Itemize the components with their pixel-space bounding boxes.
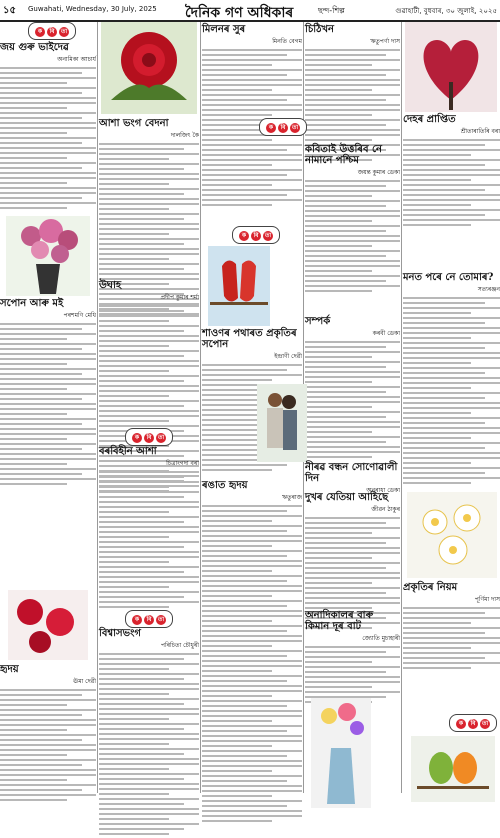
poem-title: উঘাহ bbox=[99, 280, 122, 291]
poem-author: ঋতুৰাজ bbox=[282, 494, 302, 501]
poem-author: পৰশমণি মেধি bbox=[63, 312, 96, 319]
poem-title: দুখৰ যেতিয়া আহিছে bbox=[305, 492, 389, 503]
poem-p11 bbox=[403, 272, 500, 487]
column-5 bbox=[403, 22, 500, 793]
poem-title: জয় গুৰু ভাইদেৱ bbox=[0, 42, 69, 53]
page-number: ১৫ bbox=[3, 5, 16, 16]
kobita-badge: ক বি তা bbox=[28, 22, 76, 40]
poem-p13 bbox=[99, 446, 199, 611]
couple-image bbox=[257, 384, 307, 462]
poem-title: সম্পৰ্ক bbox=[305, 316, 331, 327]
poem-author: প্ৰদীপ কুমাৰ শৰ্মা bbox=[160, 294, 199, 301]
masthead: দৈনিক গণ অধিকাৰ bbox=[185, 5, 294, 21]
poem-p5 bbox=[403, 114, 500, 229]
poem-author: সত্যৰঞ্জন bbox=[477, 286, 500, 293]
poem-author: পৰিচিতা চৌধুৰী bbox=[160, 642, 199, 649]
poem-title: শাওণৰ পথাৰত প্ৰকৃতিৰ সপোন bbox=[202, 328, 297, 350]
poem-title: চিঠিখন bbox=[305, 24, 334, 35]
poem-title: মিলনৰ সুৰ bbox=[202, 24, 246, 35]
poem-author: ঋতুপৰ্ণা দাস bbox=[370, 38, 400, 45]
kobita-badge: ক বি তা bbox=[449, 714, 497, 732]
poem-author: চিত্ৰাংগদা বৰা bbox=[166, 460, 199, 467]
kobita-badge: ক বি তা bbox=[125, 610, 173, 628]
poem-title: অনাদিকালৰ বাৰু কিমান দূৰ বাট bbox=[305, 610, 374, 632]
roses-image bbox=[8, 590, 88, 660]
poem-author: অনুৰাধা ডেকা bbox=[366, 487, 400, 494]
poem-author: অনামিকা আচাৰ্য bbox=[57, 56, 96, 63]
poem-author: মিনতি বেগম bbox=[272, 38, 302, 45]
column-2 bbox=[99, 22, 199, 793]
vase-image bbox=[311, 698, 371, 808]
poem-title: নীৰৱ বন্ধন সোণোৱালী দিন bbox=[305, 462, 398, 484]
poem-p14 bbox=[202, 480, 302, 825]
kobita-badge: ক বি তা bbox=[125, 428, 173, 446]
poem-title: সপোন আৰু মই bbox=[0, 298, 64, 309]
poem-author: দালজিৎ কৈ bbox=[170, 132, 199, 139]
lovebirds-image bbox=[411, 736, 495, 802]
poem-p7 bbox=[0, 298, 96, 488]
poem-p6 bbox=[305, 144, 400, 295]
poem-author: পূৰ্ণিমা দাস bbox=[474, 596, 500, 603]
poem-title: হৃদয় bbox=[0, 664, 19, 675]
poem-author: শ্ৰীতাৰাতিৰি বৰা bbox=[460, 128, 500, 135]
date-english: Guwahati, Wednesday, 30 July, 2025 bbox=[28, 5, 157, 13]
poem-author: ঊমা দেৱী bbox=[73, 678, 96, 685]
section-name: ছন্দ-শিল্প bbox=[318, 6, 345, 15]
kobita-badge: ক বি তা bbox=[259, 118, 307, 136]
frangipani-image bbox=[407, 492, 497, 578]
flowers-vase-image bbox=[6, 216, 90, 296]
kobita-badge: ক বি তা bbox=[232, 226, 280, 244]
column-1 bbox=[0, 22, 96, 793]
poem-p4 bbox=[305, 24, 400, 164]
poem-p19 bbox=[305, 610, 400, 706]
rose-image bbox=[101, 22, 197, 114]
poem-title: মনত পৰে নে তোমাৰ? bbox=[403, 272, 494, 283]
poem-title: প্ৰকৃতিৰ নিয়ম bbox=[403, 582, 458, 593]
poem-author: জ্যোতি মুচাহাৰী bbox=[362, 635, 400, 642]
poem-title: কবিতাই উত্তৰিব নে নামানে পশ্চিম bbox=[305, 144, 383, 166]
poem-title: ৰঙাত হৃদয় bbox=[202, 480, 248, 491]
heart-tree-image bbox=[405, 22, 497, 112]
page-header bbox=[0, 0, 500, 22]
poem-author: জীৱন ঠাকুৰ bbox=[371, 506, 400, 513]
poem-p18 bbox=[99, 628, 199, 838]
poem-title: বিশ্বাসভংগ bbox=[99, 628, 141, 639]
poem-title: বৰবিহীন আশা bbox=[99, 446, 157, 457]
poem-author: ইন্দ্ৰাণী দেৱী bbox=[274, 353, 302, 360]
poem-title: দেহৰ প্ৰাপ্তিত bbox=[403, 114, 456, 125]
poem-p10 bbox=[305, 316, 400, 461]
poem-p3 bbox=[202, 24, 302, 209]
poem-p17 bbox=[0, 664, 96, 804]
poem-author: জয়ন্ত কুমাৰ ডেকা bbox=[357, 169, 400, 176]
poem-p1 bbox=[0, 42, 96, 212]
poem-p16 bbox=[403, 582, 500, 672]
date-assamese: গুৱাহাটী, বুধবাৰ, ৩০ জুলাই, ২০২৫ bbox=[395, 7, 497, 15]
poem-title: আশা ভংগ বেদনা bbox=[99, 118, 169, 129]
parrots-image bbox=[208, 246, 270, 326]
poem-author: কৰবী ডেকা bbox=[372, 330, 400, 337]
